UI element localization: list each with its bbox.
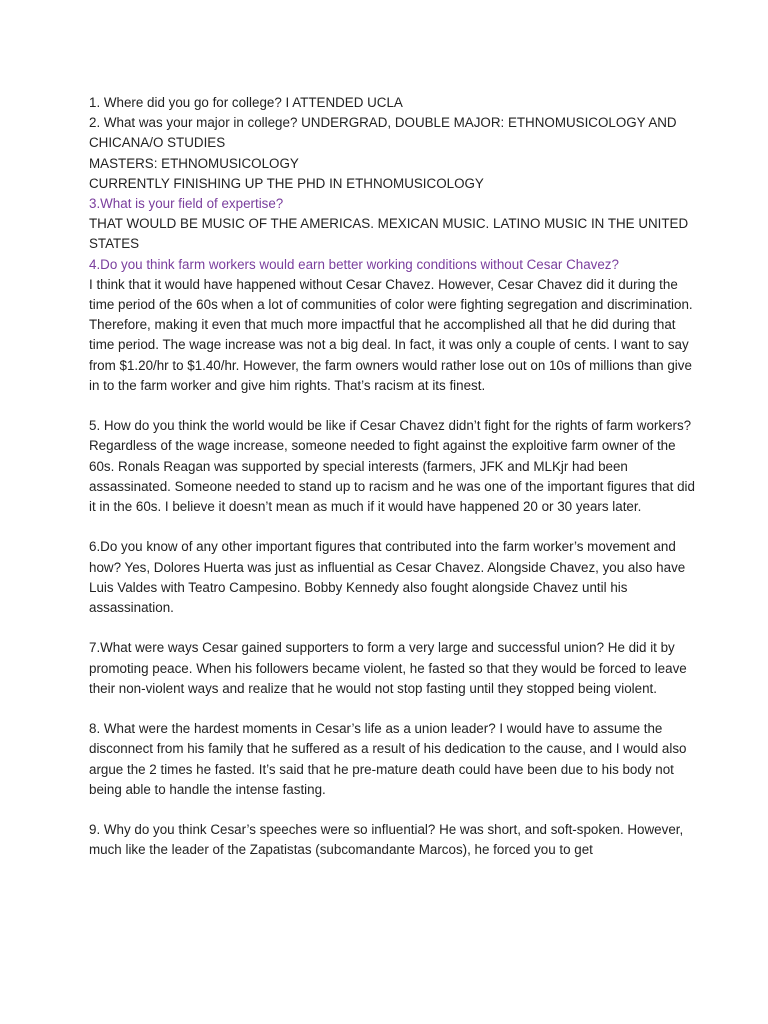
question-1: 1. Where did you go for college? I ATTENDED UCLA: [89, 95, 403, 110]
paragraph-spacer: [89, 618, 704, 638]
question-7: 7.What were ways Cesar gained supporters to form a very large and successful union? He did it by promoting peace. When his followers became violent, he fasted so that they would be forced to leave their non-violent ways and realize that he would not stop fasting until they stopped being violent.: [89, 640, 687, 696]
answer-2-phd: CURRENTLY FINISHING UP THE PHD IN ETHNOMUSICOLOGY: [89, 175, 484, 191]
paragraph-spacer: [89, 699, 704, 719]
paragraph-spacer: [89, 800, 704, 820]
question-8: 8. What were the hardest moments in Cesar’s life as a union leader? I would have to assume the disconnect from his family that he suffered as a result of his dedication to the cause, and I would also argue the 2 times he fasted. It’s said that he pre-mature death could have been due to his body not being able to handle the intense fasting.: [89, 721, 687, 797]
question-9: 9. Why do you think Cesar’s speeches were so influential? He was short, and soft-spoken. However, much like the leader of the Zapatistas (subcomandante Marcos), he forced you to get: [89, 822, 684, 858]
paragraph-spacer: [89, 396, 704, 416]
paragraph-spacer: [89, 517, 704, 537]
answer-3: THAT WOULD BE MUSIC OF THE AMERICAS. MEXICAN MUSIC. LATINO MUSIC IN THE UNITED STATES: [89, 216, 689, 252]
question-6: 6.Do you know of any other important figures that contributed into the farm worker’s movement and how? Yes, Dolores Huerta was just as influential as Cesar Chavez. Alongside Chavez, you also have Luis Valdes with Teatro Campesino. Bobby Kennedy also fought alongside Chavez until his assassination.: [89, 539, 686, 616]
question-3: 3.What is your field of expertise?: [89, 196, 284, 212]
question-2: 2. What was your major in college? UNDERGRAD, DOUBLE MAJOR: ETHNOMUSICOLOGY AND CHICANA/O STUDIES: [89, 115, 677, 151]
question-4: 4.Do you think farm workers would earn better working conditions without Cesar Chavez?: [89, 256, 619, 272]
question-5: 5. How do you think the world would be like if Cesar Chavez didn’t fight for the rights of farm workers? Regardless of the wage increase, someone needed to fight against the exploitive farm owner of the 60s. Ronals Reagan was supported by special interests (farmers, JFK and MLKjr had been assassinated. Someone needed to stand up to racism and he was one of the important figures that did it in the 60s. I believe it doesn’t mean as much if it would have happened 20 or 30 years later.: [89, 418, 695, 515]
answer-4: I think that it would have happened without Cesar Chavez. However, Cesar Chavez did it during the time period of the 60s when a lot of communities of color were fighting segregation and discrimination. Therefore, making it even that much more impactful that he accomplished all that he did during that time period. The wage increase was not a big deal. In fact, it was only a couple of cents. I want to say from $1.20/hr to $1.40/hr. However, the farm owners would rather lose out on 10s of millions than give in to the farm worker and give him rights. That’s racism at its finest.: [89, 276, 693, 393]
document-body: [89, 93, 704, 861]
answer-2-masters: MASTERS: ETHNOMUSICOLOGY: [89, 155, 299, 171]
